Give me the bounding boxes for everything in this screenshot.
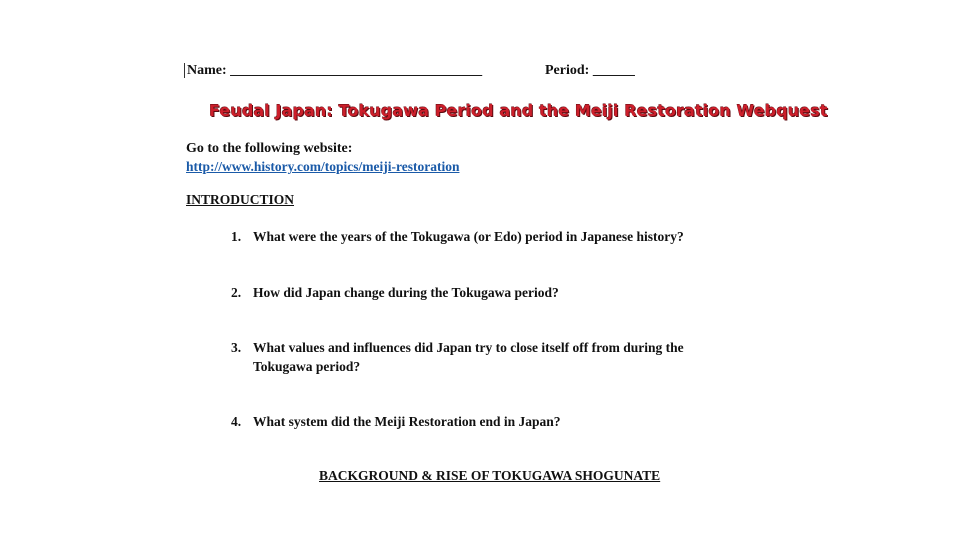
question-number: 4. [231, 414, 242, 429]
question-item [0, 338, 960, 378]
question-number: 2. [231, 285, 242, 300]
worksheet-title: Feudal Japan: Tokugawa Period and the Meiji Restoration Webquest [209, 101, 828, 120]
question-number: 3. [231, 340, 242, 355]
question-text-continued: Tokugawa period? [253, 359, 361, 374]
question-text: What system did the Meiji Restoration end in Japan? [253, 414, 561, 429]
question-text: What values and influences did Japan try to close itself off from during the [253, 340, 684, 355]
website-link[interactable]: http://www.history.com/topics/meiji-restoration [186, 159, 460, 174]
question-item [0, 412, 960, 431]
question-item [0, 283, 960, 302]
question-text: What were the years of the Tokugawa (or Edo) period in Japanese history? [253, 229, 684, 244]
instructions-text: Go to the following website: [186, 141, 353, 156]
name-field-label: Name: ____________________________________ [187, 63, 483, 78]
question-text: How did Japan change during the Tokugawa period? [253, 285, 559, 300]
question-item [0, 227, 960, 246]
section-heading-introduction: INTRODUCTION [186, 192, 295, 207]
section-heading-background: BACKGROUND & RISE OF TOKUGAWA SHOGUNATE [319, 468, 661, 483]
text-cursor [184, 63, 185, 78]
question-number: 1. [231, 229, 242, 244]
period-field-label: Period: ______ [545, 63, 635, 78]
